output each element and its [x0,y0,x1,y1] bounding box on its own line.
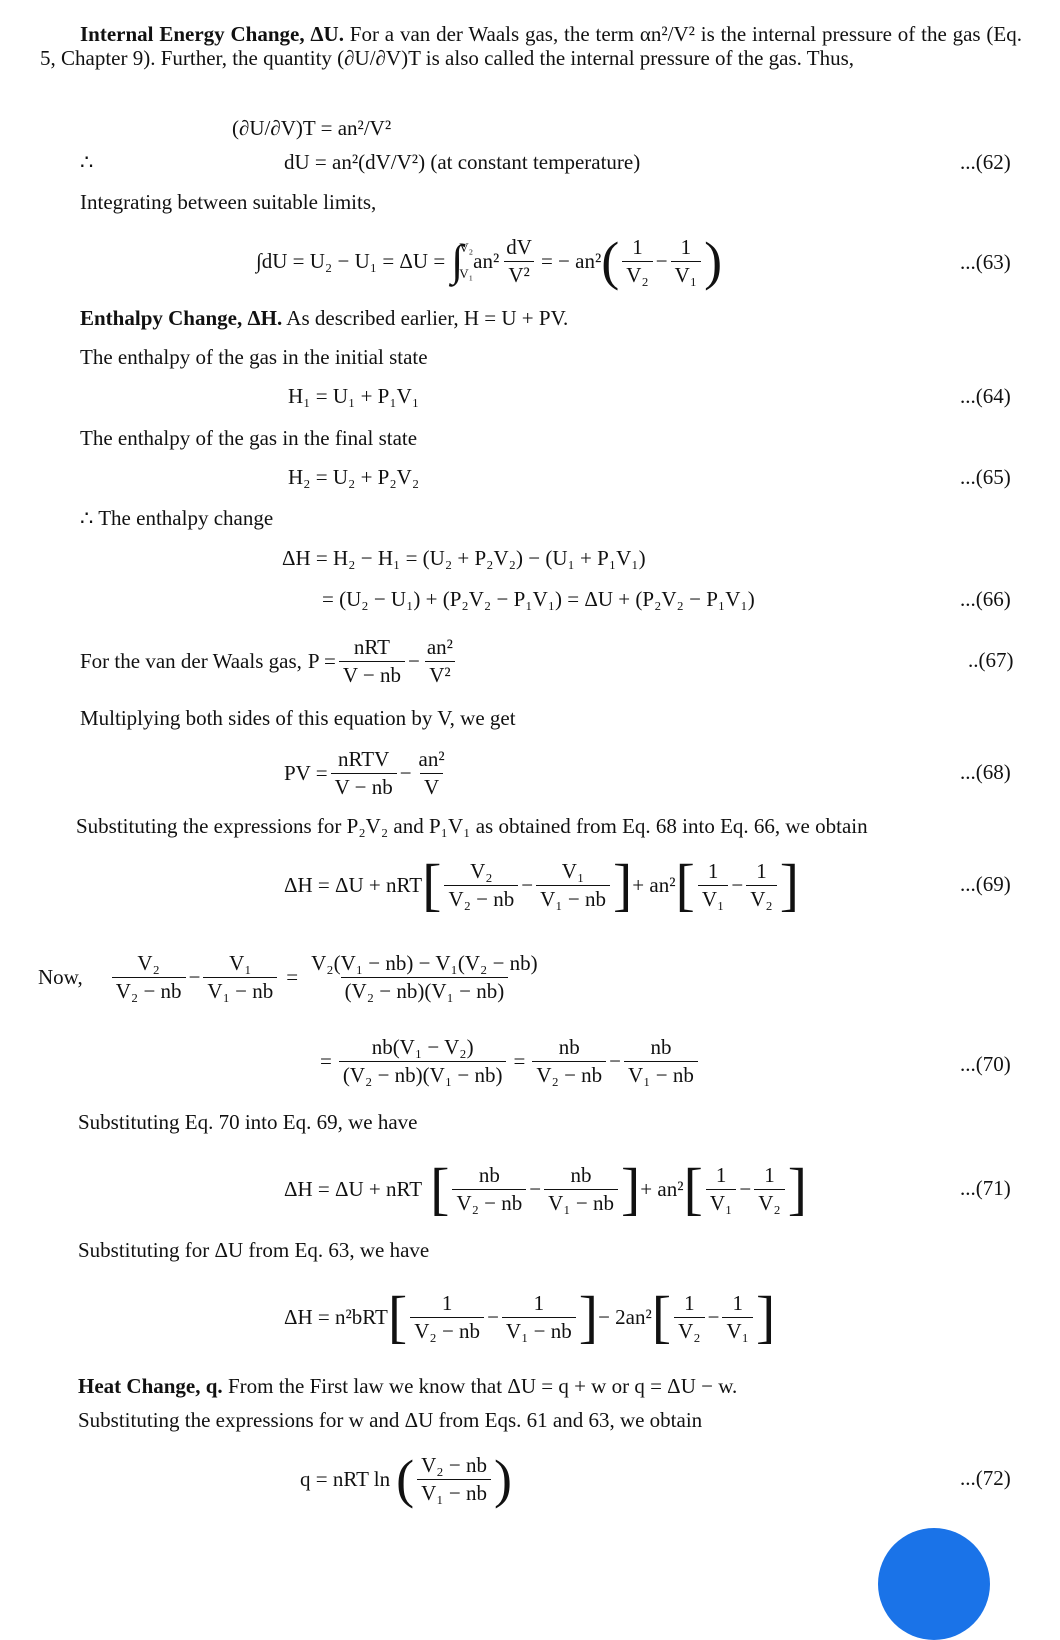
eq72: q = nRT ln ( $\frac{\text{V₂ − nb}}{\text{V₁ − nb}}$ ) [300,1449,512,1509]
eq72-frac: $\frac{\text{V₂ − nb}}{\text{V₁ − nb}}$ [417,1453,491,1504]
eq63-number: ...(63) [960,250,1011,274]
substituting-63-text: Substituting for ΔU from Eq. 63, we have [78,1238,430,1262]
eq63-upper-limit: V₂ [459,240,474,255]
eq67-frac-a: $\frac{\text{nRT}}{V - nb}$ [339,635,405,686]
eq68-frac-a: $\frac{\text{nRTV}}{V - nb}$ [331,747,397,798]
para-internal-energy-text: For a van der Waals gas, the term αn²/V² is the internal pressure of the gas (Eq. 5, Chapter 9). Further, the quantity (∂U/∂V)T is also called the internal pressure of the gas. Thus, [40,22,1022,70]
para-enthalpy [80,306,568,330]
eq63-lower-limit: V₁ [459,266,474,281]
para-internal-energy [40,22,1022,70]
heat-intro: From the First law we know that ΔU = q + w or q = ΔU − w. [222,1374,738,1398]
blue-circle-badge[interactable] [878,1528,990,1640]
eq63-frac-dv: $\frac{dV}{\text{V²}}$ [506,235,532,287]
vdw-text: For the van der Waals gas, [80,648,302,673]
eq66-number: ...(66) [960,587,1011,611]
eq72-number: ...(72) [960,1466,1011,1490]
eq67-lhs: P = [307,648,336,673]
eq70b-frac-c: $\frac{nb}{\text{V₁ − nb}}$ [624,1035,698,1086]
eq66-line2: = (U₂ − U₁) + (P₂V₂ − P₁V₁) = ΔU + (P₂V₂ − P₁V₁) [322,587,755,611]
eq67-number: ..(67) [968,648,1014,672]
eq70-frac-a: $\frac{\text{V₂}}{\text{V₂ − nb}}$ [112,951,186,1002]
enthalpy-change-text: ∴ The enthalpy change [80,506,274,530]
eq66-line1: ΔH = H₂ − H₁ = (U₂ + P₂V₂) − (U₁ + P₁V₁) [282,546,646,570]
heading-enthalpy: Enthalpy Change, ΔH. [80,306,283,330]
now-text: Now, [38,964,83,989]
eq-internal-pressure: (∂U/∂V)T = an²/V² [232,116,392,140]
eq71b: ΔH = n²bRT [ $\frac{1}{\text{V₂ − nb}}$ − $\frac{1}{\text{V₁ − nb}}$ ] − 2an² [ $\frac{1}{\text{V₂}}$ − $\frac{1}{\text{V₁}}$ ] [284,1284,776,1349]
eq65: H₂ = U₂ + P₂V₂ [288,465,420,489]
eq64-number: ...(64) [960,384,1011,408]
eq63-frac-b: $\frac{1}{\text{V₁}}$ [671,235,702,286]
eq69-frac-a: $\frac{\text{V₂}}{\text{V₂ − nb}}$ [444,859,518,910]
eq68: PV = $\frac{\text{nRTV}}{V - nb}$ − $\frac{\text{an²}}{V}$ [284,740,452,806]
eq69-frac-c: $\frac{1}{\text{V₁}}$ [698,859,729,910]
eq69-number: ...(69) [960,872,1011,896]
eq64: H₁ = U₁ + P₁V₁ [288,384,420,408]
para-heat [78,1374,737,1398]
heading-heat: Heat Change, q. [78,1374,223,1398]
eq71-frac-d: $\frac{1}{\text{V₂}}$ [754,1163,785,1214]
eq63-eq: = − an² [540,248,602,273]
eq71-frac-b: $\frac{nb}{\text{V₁ − nb}}$ [544,1163,618,1214]
eq67-frac-b: $\frac{\text{an²}}{\text{V²}}$ [426,635,453,687]
multiplying-text: Multiplying both sides of this equation by V, we get [80,706,516,730]
eq62: dU = an²(dV/V²) (at constant temperature) [284,150,641,174]
eq71b-frac-a: $\frac{1}{\text{V₂ − nb}}$ [410,1291,484,1342]
eq68-frac-b: $\frac{\text{an²}}{V}$ [418,747,445,799]
integrating-text: Integrating between suitable limits, [80,190,377,214]
eq71-frac-c: $\frac{1}{\text{V₁}}$ [706,1163,737,1214]
substituting-70-text: Substituting Eq. 70 into Eq. 69, we have [78,1110,418,1134]
eq71-number: ...(71) [960,1176,1011,1200]
eq71b-frac-c: $\frac{1}{\text{V₂}}$ [674,1291,705,1342]
eq70-line1: Now, $\frac{\text{V₂}}{\text{V₂ − nb}}$ − $\frac{\text{V₁}}{\text{V₁ − nb}}$ = $\frac{\text{V₂(V₁ − nb) − V₁(V₂ − nb)}}{\text{(V₂ − nb)(V₁ − nb)}}$ [38,944,545,1010]
eq67-row: For the van der Waals gas, P = $\frac{\text{nRT}}{V - nb}$ − $\frac{\text{an²}}{\text{V²}}$ [80,628,460,694]
eq63-mid: an² [473,248,500,273]
eq71b-frac-d: $\frac{1}{\text{V₁}}$ [722,1291,753,1342]
eq63-lhs: ∫dU = U₂ − U₁ = ΔU = [256,248,446,273]
eq69-frac-d: $\frac{1}{\text{V₂}}$ [746,859,777,910]
eq70-number: ...(70) [960,1052,1011,1076]
eq62-number: ...(62) [960,150,1011,174]
eq71b-frac-b: $\frac{1}{\text{V₁ − nb}}$ [502,1291,576,1342]
heat-substituting-text: Substituting the expressions for w and ΔU from Eqs. 61 and 63, we obtain [78,1408,703,1432]
eq70-frac-b: $\frac{\text{V₁}}{\text{V₁ − nb}}$ [203,951,277,1002]
eq63: ∫dU = U₂ − U₁ = ΔU = ∫ V₂ V₁ an² $\frac{dV}{\text{V²}}$ = − an² ( $\frac{1}{\text{V₂}}$ − $\frac{1}{\text{V₁}}$ ) [256,231,723,291]
eq71: ΔH = ΔU + nRT [ $\frac{nb}{\text{V₂ − nb}}$ − $\frac{nb}{\text{V₁ − nb}}$ ] + an² [ $\frac{1}{\text{V₁}}$ − $\frac{1}{\text{V₂}}$ ] [284,1156,808,1221]
eq68-number: ...(68) [960,760,1011,784]
eq65-number: ...(65) [960,465,1011,489]
eq63-frac-a: $\frac{1}{\text{V₂}}$ [622,235,653,286]
substituting-68-text: Substituting the expressions for P₂V₂ and P₁V₁ as obtained from Eq. 68 into Eq. 66, we obtain [76,814,868,838]
final-state-text: The enthalpy of the gas in the final state [80,426,418,450]
eq69: ΔH = ΔU + nRT [ $\frac{\text{V₂}}{\text{V₂ − nb}}$ − $\frac{\text{V₁}}{\text{V₁ − nb}}$ ] + an² [ $\frac{1}{\text{V₁}}$ − $\frac{1}{\text{V₂}}$ ] [284,852,800,917]
eq70-line2: = $\frac{\text{nb(V₁ − V₂)}}{\text{(V₂ − nb)(V₁ − nb)}}$ = $\frac{nb}{\text{V₂ − nb}}$ − $\frac{nb}{\text{V₁ − nb}}$ [320,1028,701,1094]
eq70-frac-c: $\frac{\text{V₂(V₁ − nb) − V₁(V₂ − nb)}}{\text{(V₂ − nb)(V₁ − nb)}}$ [311,951,538,1003]
enthalpy-intro: As described earlier, H = U + PV. [282,306,569,330]
therefore-symbol: ∴ [80,150,94,174]
initial-state-text: The enthalpy of the gas in the initial state [80,345,428,369]
eq70b-frac-b: $\frac{nb}{\text{V₂ − nb}}$ [532,1035,606,1086]
eq70b-frac-a: $\frac{\text{nb(V₁ − V₂)}}{\text{(V₂ − nb)(V₁ − nb)}}$ [339,1035,507,1086]
heading-internal-energy: Internal Energy Change, ΔU. [80,22,344,46]
eq69-frac-b: $\frac{\text{V₁}}{\text{V₁ − nb}}$ [536,859,610,910]
eq71-frac-a: $\frac{nb}{\text{V₂ − nb}}$ [452,1163,526,1214]
